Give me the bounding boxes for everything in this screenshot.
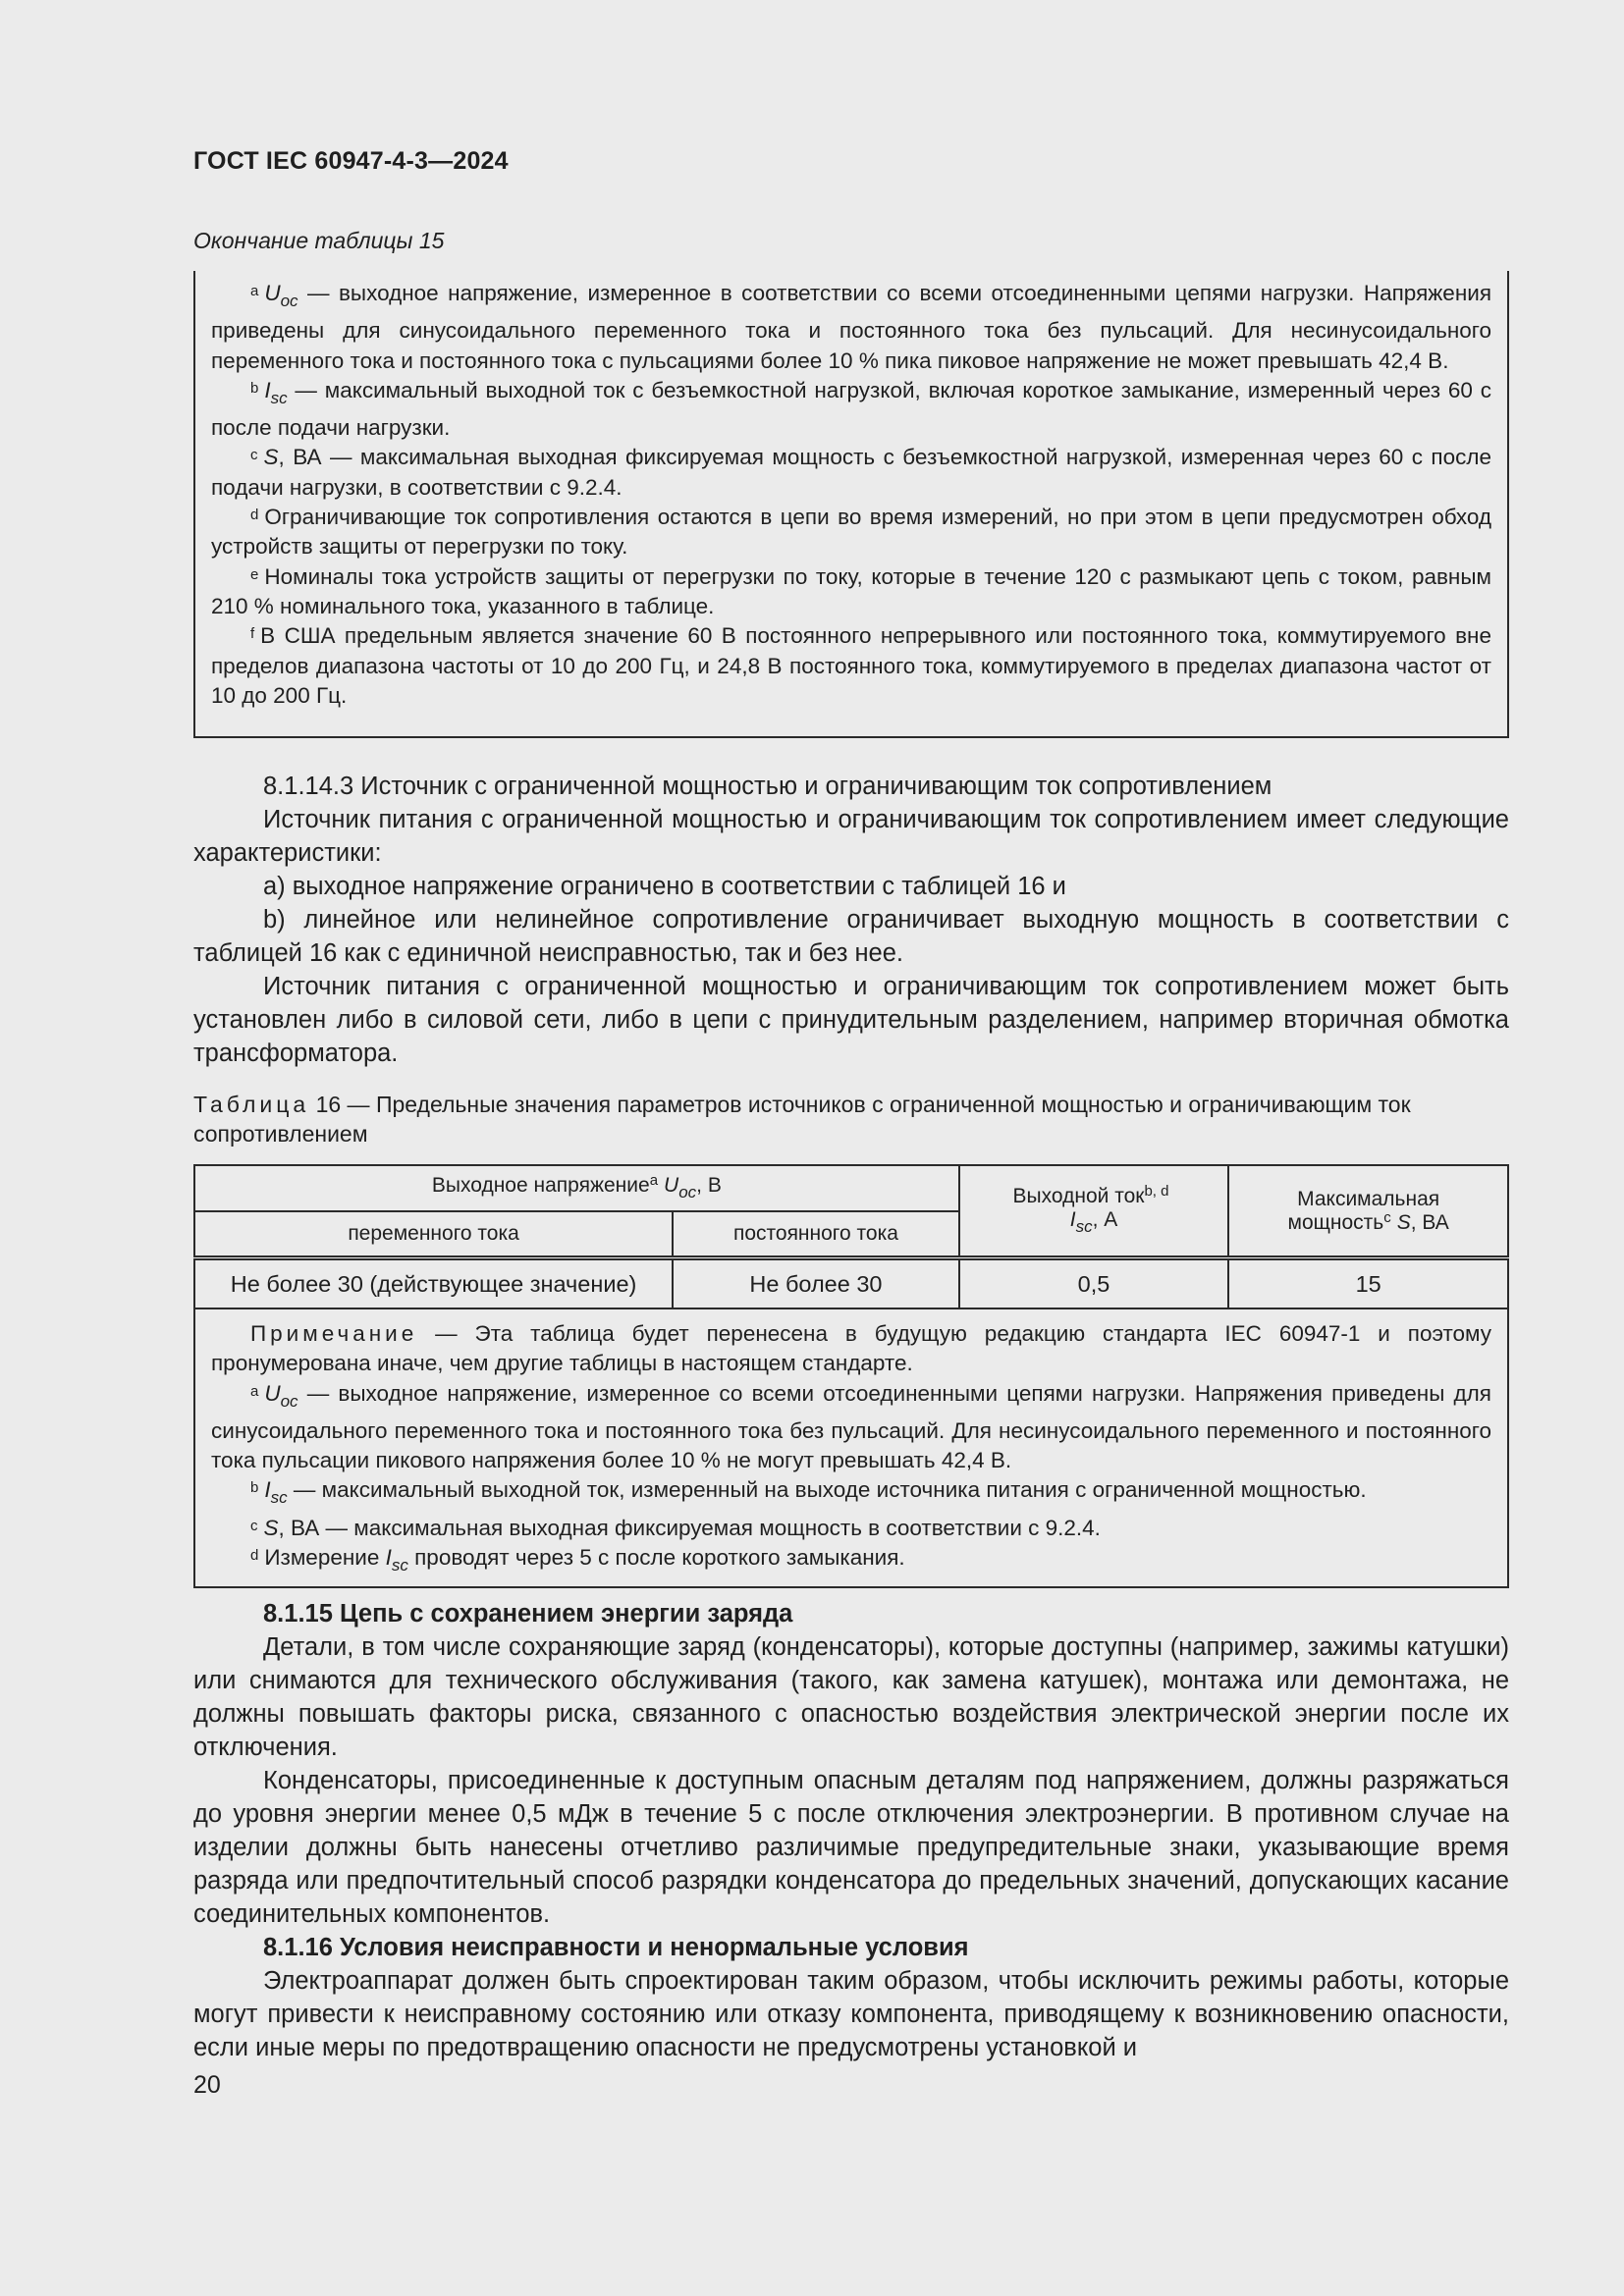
header-dc: постоянного тока: [673, 1211, 959, 1258]
cell-power: 15: [1228, 1258, 1508, 1309]
paragraph: Конденсаторы, присоединенные к доступным опасным деталям под напряжением, должны разряжаться до уровня энергии менее 0,5 мДж в течение 5 с после отключения электроэнергии. В противном случае на изделии должны быть нанесены отчетливо различимые предупредительные знаки, указывающие время разряда или предпочтительный способ разрядки конденсатора до предельных значений, допускающих касание соединительных компонентов.: [193, 1767, 1509, 1928]
footnote-c: $^c$ S, ВА — максимальная выходная фиксируемая мощность с безъемкостной нагрузкой, измеренная через 60 с после подачи нагрузки, в соответствии с 9.2.4.: [211, 445, 1491, 500]
footnote-e: $^e$ Номиналы тока устройств защиты от перегрузки по току, которые в течение 120 с размыкают цепь с током, равным 210 % номинального тока, указанного в таблице.: [211, 563, 1491, 618]
section-8-1-15: [193, 1597, 1509, 2064]
section-heading: 8.1.15 Цепь с сохранением энергии заряда: [263, 1600, 793, 1628]
table-row: [194, 1258, 1508, 1309]
cell-dc: Не более 30: [673, 1258, 959, 1309]
list-item-b: b) линейное или нелинейное сопротивление ограничивает выходную мощность в соответствии с таблицей 16 как с единичной неисправностью, так и без нее.: [193, 906, 1509, 967]
page-number: 20: [193, 2071, 221, 2099]
section-heading: 8.1.16 Условия неисправности и ненормальные условия: [263, 1934, 969, 1961]
cell-current: 0,5: [959, 1258, 1229, 1309]
paragraph: Детали, в том числе сохраняющие заряд (конденсаторы), которые доступны (например, зажимы катушки) или снимаются для технического обслуживания (такого, как замена катушек), монтажа или демонтажа, не должны повышать факторы риска, связанного с опасностью воздействия электрической энергии после их отключения.: [193, 1633, 1509, 1761]
list-item-a: a) выходное напряжение ограничено в соответствии с таблицей 16 и: [263, 873, 1066, 900]
section-heading: 8.1.14.3 Источник с ограниченной мощностью и ограничивающим ток сопротивлением: [263, 773, 1272, 800]
header-max-power: Максимальная мощность$^c$ S, ВА: [1228, 1165, 1508, 1258]
document-header: ГОСТ IEC 60947-4-3—2024: [193, 147, 509, 175]
paragraph: Электроаппарат должен быть спроектирован таким образом, чтобы исключить режимы работы, которые могут привести к неисправному состоянию или отказу компонента, приводящему к возникновению опасности, если иные меры по предотвращению опасности не предусмотрены установкой и: [193, 1967, 1509, 2061]
table-note: Примечание — Эта таблица будет перенесена в будущую редакцию стандарта IEC 60947-1 и поэтому пронумерована иначе, чем другие таблицы в настоящем стандарте.: [211, 1321, 1491, 1376]
footnote-d: $^d$ Измерение $I_{sc}$ проводят через 5 с после короткого замыкания.: [250, 1545, 905, 1575]
footnote-a: $^a$ $U_{oc}$ — выходное напряжение, измеренное со всеми отсоединенными цепями нагрузки. Напряжения приведены для синусоидального переменного тока и постоянного тока без пульсаций. Для несинусоидального переменного и постоянного тока пульсации пикового напряжения более 10 % не могут превышать 42,4 В.: [211, 1380, 1491, 1473]
cell-ac: Не более 30 (действующее значение): [194, 1258, 673, 1309]
table-continuation-caption: Окончание таблицы 15: [193, 228, 445, 253]
header-output-voltage: Выходное напряжение$^a$ $U_{oc}$, В: [194, 1165, 959, 1211]
table16-notes: [194, 1308, 1508, 1587]
footnote-d: $^d$ Ограничивающие ток сопротивления остаются в цепи во время измерений, но при этом в цепи предусмотрен обход устройств защиты от перегрузки по току.: [211, 505, 1491, 560]
section-8-1-14-3: [193, 770, 1509, 1070]
footnote-b: $^b$ $I_{sc}$ — максимальный выходной ток, измеренный на выходе источника питания с ограниченной мощностью.: [250, 1477, 1367, 1508]
paragraph: Источник питания с ограниченной мощностью и ограничивающим ток сопротивлением может быть установлен либо в силовой сети, либо в цепи с принудительным разделением, например вторичная обмотка трансформатора.: [193, 973, 1509, 1067]
footnote-b: $^b$ $I_{sc}$ — максимальный выходной ток с безъемкостной нагрузкой, включая короткое замыкание, измеренный через 60 с после подачи нагрузки.: [211, 377, 1491, 441]
header-ac: переменного тока: [194, 1211, 673, 1258]
footnote-c: $^c$ S, ВА — максимальная выходная фиксируемая мощность в соответствии с 9.2.4.: [250, 1515, 1101, 1540]
footnote-a: $^a$ $U_{oc}$ — выходное напряжение, измеренное в соответствии со всеми отсоединенными цепями нагрузки. Напряжения приведены для синусоидального переменного тока и постоянного тока без пульсаций. Для несинусоидального переменного тока и постоянного тока с пульсациями более 10 % пика пиковое напряжение не может превышать 42,4 В.: [211, 281, 1491, 373]
table16-caption: Таблица 16 — Предельные значения параметров источников с ограниченной мощностью и ограничивающим ток сопротивлением: [193, 1092, 1411, 1147]
header-output-current: Выходной ток$^{b, d}$ $I_{sc}$, А: [959, 1165, 1229, 1258]
table15-footnotes: [193, 271, 1509, 738]
footnote-f: $^f$ В США предельным является значение 60 В постоянного непрерывного или постоянного тока, коммутируемого вне пределов диапазона частоты от 10 до 200 Гц, и 24,8 В постоянного тока, коммутируемого в пределах диапазона частот от 10 до 200 Гц.: [211, 623, 1491, 708]
table16: [193, 1164, 1509, 1588]
paragraph: Источник питания с ограниченной мощностью и ограничивающим ток сопротивлением имеет следующие характеристики:: [193, 806, 1509, 867]
